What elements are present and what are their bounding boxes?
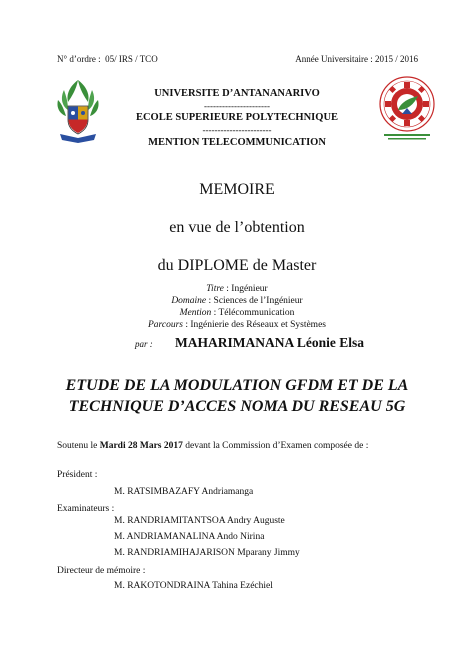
polytechnique-logo-icon [376,74,438,146]
examiner-name: M. RANDRIAMITANTSOA Andry Auguste [114,516,285,526]
order-number: N° d’ordre : 05/ IRS / TCO [57,54,158,64]
president-name: M. RATSIMBAZAFY Andriamanga [114,487,254,497]
school-name: ECOLE SUPERIEURE POLYTECHNIQUE [135,112,339,123]
thesis-title-line2: TECHNIQUE D’ACCES NOMA DU RESEAU 5G [68,398,406,415]
examiner-name: M. RANDRIAMIHAJARISON Mparany Jimmy [114,548,300,558]
director-label: Directeur de mémoire : [57,566,146,576]
president-label: Président : [57,470,98,480]
thesis-title-line1: ETUDE DE LA MODULATION GFDM ET DE LA [65,377,409,394]
spec-domaine: Domaine : Sciences de l’Ingénieur [171,296,303,306]
spec-titre: Titre : Ingénieur [206,284,268,294]
document-purpose: en vue de l’obtention [169,219,305,236]
document-type: MEMOIRE [199,181,275,198]
author-prefix: par : [135,339,153,349]
separator: ----------------------- [202,125,272,135]
examiner-name: M. ANDRIAMANALINA Ando Nirina [114,532,265,542]
academic-year: Année Universitaire : 2015 / 2016 [295,54,418,64]
director-name: M. RAKOTONDRAINA Tahina Ezéchiel [114,581,273,591]
university-name: UNIVERSITE D’ANTANANARIVO [154,88,320,99]
diploma: du DIPLOME de Master [157,257,317,274]
department-name: MENTION TELECOMMUNICATION [148,137,326,148]
separator: ---------------------- [204,101,270,111]
author-name: MAHARIMANANA Léonie Elsa [175,335,364,350]
spec-parcours: Parcours : Ingénierie des Réseaux et Systèmes [147,320,326,330]
university-logo-icon [52,76,104,144]
examiners-label: Examinateurs : [57,504,115,514]
defense-statement: Soutenu le Mardi 28 Mars 2017 devant la Commission d’Examen composée de : [57,441,369,451]
spec-mention: Mention : Télécommunication [179,308,295,318]
